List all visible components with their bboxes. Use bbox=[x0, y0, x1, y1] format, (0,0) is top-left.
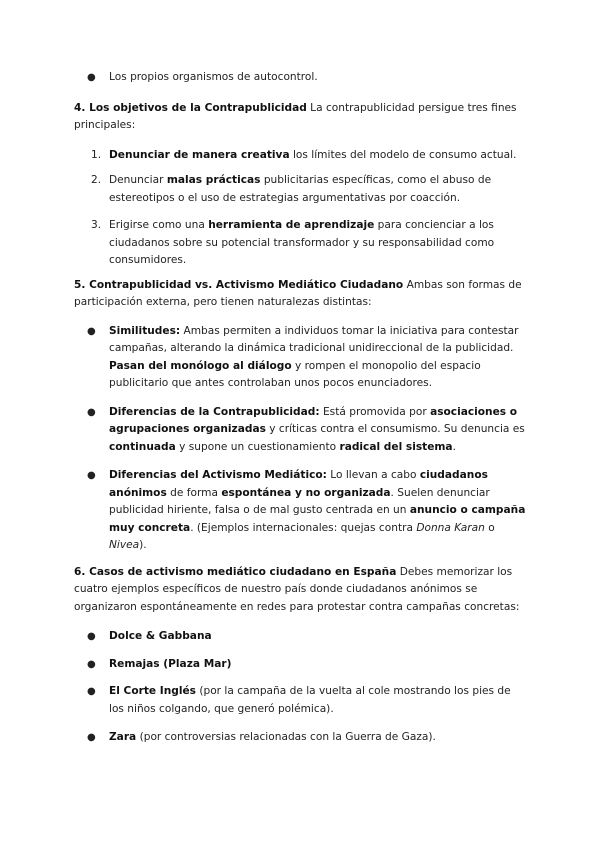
list-item: 1. Denunciar de manera creativa los límites del modelo de consumo actual. bbox=[91, 148, 517, 161]
list-item: ● Dolce & Gabbana bbox=[74, 628, 528, 646]
bullet-icon: ● bbox=[87, 406, 96, 418]
bullet-icon: ● bbox=[87, 732, 96, 743]
bullet-icon: ● bbox=[87, 631, 96, 642]
list-item: 3. Erigirse como una herramienta de aprendizaje para concienciar a los ciudadanos sobre su potencial transformador y su responsabilidad como consumidores. bbox=[91, 219, 495, 266]
section-heading: 6. Casos de activismo mediático ciudadano en España bbox=[74, 565, 397, 578]
bullet-icon: ● bbox=[87, 72, 96, 83]
bullet-icon: ● bbox=[87, 658, 96, 670]
bullet-icon: ● bbox=[87, 470, 96, 481]
section-heading: 5. Contrapublicidad vs. Activismo Mediático Ciudadano bbox=[74, 278, 404, 291]
list-item: ● Zara (por controversias relacionadas con la Guerra de Gaza). bbox=[74, 729, 528, 747]
list-item: 2. Denunciar malas prácticas publicitarias específicas, como el abuso de estereotipos o el uso de estrategias argumentativas por coacción. bbox=[91, 174, 492, 204]
list-item: ● Remajas (Plaza Mar) bbox=[74, 656, 528, 674]
section-6-paragraph: 6. Casos de activismo mediático ciudadano en España Debes memorizar los cuatro ejemplos específicos de nuestro país donde ciudadanos anónimos se organizaron espontáneamente en redes para protestar contra campañas concretas: bbox=[74, 565, 520, 613]
list-item: ● Diferencias del Activismo Mediático: Lo llevan a cabo ciudadanos anónimos de forma espontánea y no organizada. Suelen denunciar publicidad hiriente, falsa o de mal gusto centrada en un anuncio o campaña muy concreta. (Ejemplos internacionales: quejas contra Donna Karan o Nivea). bbox=[87, 469, 526, 551]
list-item: ● Los propios organismos de autocontrol. bbox=[74, 69, 528, 87]
bullet-icon: ● bbox=[87, 325, 96, 337]
section-5-paragraph: 5. Contrapublicidad vs. Activismo Mediático Ciudadano Ambas son formas de participación externa, pero tienen naturalezas distintas: bbox=[74, 278, 522, 308]
bullet-icon: ● bbox=[87, 686, 96, 697]
section-4-paragraph: 4. Los objetivos de la Contrapublicidad La contrapublicidad persigue tres fines principales: bbox=[74, 101, 517, 131]
list-item: ● El Corte Inglés (por la campaña de la vuelta al cole mostrando los pies de los niños colgando, que generó polémica). bbox=[87, 685, 511, 715]
list-item: ● Similitudes: Ambas permiten a individuos tomar la iniciativa para contestar campañas, alterando la dinámica tradicional unidireccional de la publicidad. Pasan del monólogo al diálogo y rompen el monopolio del espacio publicitario que antes controlaban unos pocos enunciadores. bbox=[87, 324, 519, 389]
section-heading: 4. Los objetivos de la Contrapublicidad bbox=[74, 101, 307, 114]
list-item: ● Diferencias de la Contrapublicidad: Está promovida por asociaciones o agrupaciones organizadas y críticas contra el consumismo. Su denuncia es continuada y supone un cuestionamiento radical del sistema. bbox=[87, 405, 525, 453]
